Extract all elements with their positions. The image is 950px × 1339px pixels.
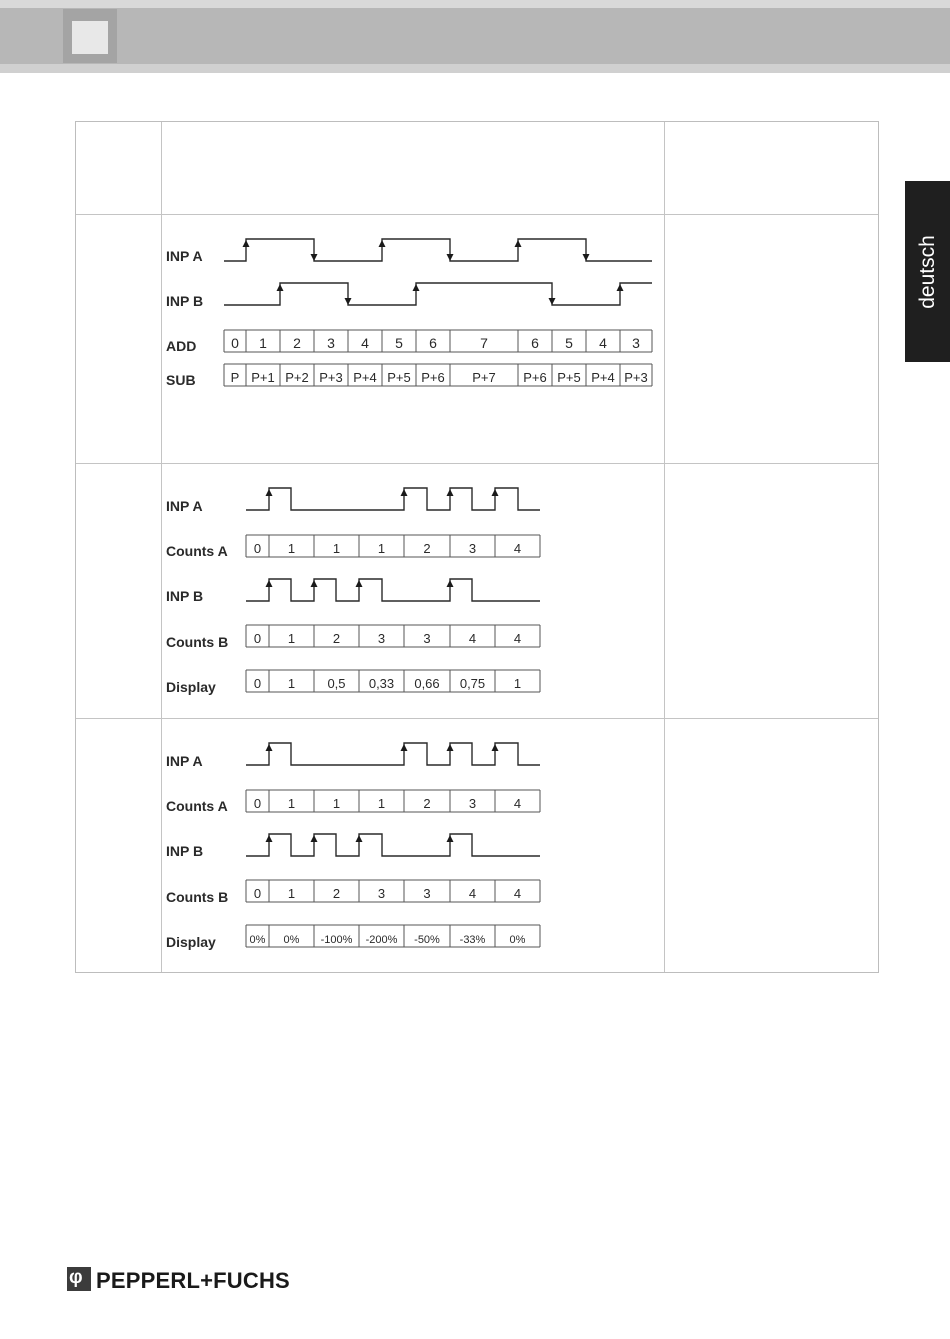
inp-b-rising-arrow (447, 580, 454, 587)
counts-b-bar-cell: 3 (377, 886, 386, 901)
brand-logo (67, 1265, 307, 1297)
inp-b-falling-arrow (549, 298, 556, 305)
inp-b-rising-arrow (311, 835, 318, 842)
label-add: ADD (166, 338, 197, 354)
table-divider-row1 (76, 214, 878, 215)
inp-b-rising-arrow (311, 580, 318, 587)
add-value-bar-cell: 5 (395, 335, 403, 351)
brand-name: PEPPERL+FUCHS (96, 1268, 290, 1293)
add-value-bar-cell: 3 (327, 335, 335, 351)
display-bar-cell: -200% (365, 934, 398, 946)
counts-a-bar-cell: 4 (513, 541, 522, 556)
inp-b-rising-arrow (266, 835, 273, 842)
display-bar-cell: -100% (320, 934, 353, 946)
counts-a-bar-cell: 3 (468, 796, 477, 811)
header-bar (0, 0, 950, 73)
inp-b-rising-arrow (356, 835, 363, 842)
sub-value-bar-cell: P+6 (523, 370, 547, 385)
inp-b-rising-arrow (277, 284, 284, 291)
label-inp-b: INP B (166, 293, 204, 309)
inp-b-rising-arrow (266, 580, 273, 587)
inp-a-rising-arrow (492, 744, 499, 751)
header-top-strip (0, 0, 950, 8)
add-value-bar-cell: 4 (361, 335, 369, 351)
brand-mark-icon (67, 1267, 91, 1291)
display-bar-cell: 0% (509, 934, 526, 946)
counts-b-bar-cell: 2 (332, 631, 341, 646)
table-divider-col2 (664, 122, 665, 972)
label-inp-a: INP A (166, 498, 203, 514)
inp-a-rising-arrow (447, 489, 454, 496)
counts-b-bar-cell: 3 (423, 886, 431, 901)
counts-a-bar-cell: 0 (253, 541, 262, 556)
sub-value-bar-cell: P+2 (285, 370, 309, 385)
table-divider-row2 (76, 463, 878, 464)
add-value-bar-cell: 2 (293, 335, 301, 351)
label-display: Display (166, 934, 216, 950)
add-value-bar-cell: 3 (632, 335, 640, 351)
counts-b-bar-cell: 1 (287, 631, 296, 646)
inp-b-rising-arrow (356, 580, 363, 587)
counts-b-bar-cell: 4 (468, 631, 477, 646)
add-value-bar-cell: 0 (231, 335, 239, 351)
inp-a-rising-arrow (379, 240, 386, 247)
add-value-bar-cell: 7 (480, 335, 488, 351)
counts-a-bar-cell: 1 (287, 541, 296, 556)
add-sub-timing-svg (160, 230, 660, 400)
inp-b-falling-arrow (345, 298, 352, 305)
counts-b-bar-cell: 1 (287, 886, 296, 901)
counts-a-bar-cell: 3 (468, 541, 477, 556)
inp-b-waveform (224, 283, 652, 305)
inp-a-rising-arrow (266, 744, 273, 751)
inp-a-waveform (224, 239, 652, 261)
display-bar-cell: 0,33 (368, 676, 395, 691)
inp-a-rising-arrow (515, 240, 522, 247)
counts-b-bar-cell: 0 (253, 886, 262, 901)
counts-a-bar-cell: 4 (513, 796, 522, 811)
label-inp-a: INP A (166, 753, 203, 769)
ratio-timing-svg (160, 480, 550, 700)
inp-b-waveform (246, 834, 540, 856)
display-bar-cell: 1 (513, 676, 522, 691)
counts-b-bar-cell: 2 (332, 886, 341, 901)
inp-a-rising-arrow (447, 744, 454, 751)
sub-value-bar-cell: P (230, 370, 240, 385)
add-value-bar-cell: 4 (599, 335, 607, 351)
percent-diagram (160, 735, 550, 955)
label-counts-a: Counts A (166, 798, 228, 814)
display-bar-cell: 0,5 (327, 676, 346, 691)
inp-b-rising-arrow (447, 835, 454, 842)
sub-value-bar-cell: P+5 (557, 370, 581, 385)
inp-a-rising-arrow (243, 240, 250, 247)
sub-value-bar-cell: P+5 (387, 370, 411, 385)
add-value-bar-cell: 6 (429, 335, 437, 351)
inp-a-rising-arrow (401, 489, 408, 496)
sub-value-bar-cell: P+7 (472, 370, 496, 385)
sub-value-bar-cell: P+6 (421, 370, 445, 385)
inp-b-rising-arrow (413, 284, 420, 291)
inp-b-waveform (246, 579, 540, 601)
counts-b-bar-cell: 0 (253, 631, 262, 646)
label-inp-a: INP A (166, 248, 203, 264)
display-bar-cell: 0 (253, 676, 262, 691)
inp-a-rising-arrow (492, 489, 499, 496)
counts-a-bar-cell: 2 (423, 541, 431, 556)
add-value-bar-cell: 5 (565, 335, 573, 351)
counts-a-bar-cell: 0 (253, 796, 262, 811)
display-bar-cell: -33% (459, 934, 486, 946)
label-counts-a: Counts A (166, 543, 228, 559)
sub-value-bar-cell: P+3 (624, 370, 648, 385)
display-bar-cell: 0,66 (414, 676, 440, 691)
label-sub: SUB (166, 372, 196, 388)
ratio-diagram (160, 480, 550, 700)
language-tab-label: deutsch (915, 234, 939, 309)
label-inp-b: INP B (166, 843, 204, 859)
counts-a-bar-cell: 1 (377, 541, 386, 556)
inp-a-rising-arrow (266, 489, 273, 496)
counts-b-bar-cell: 3 (423, 631, 431, 646)
add-value-bar-cell: 6 (531, 335, 539, 351)
counts-b-bar-cell: 3 (377, 631, 386, 646)
sub-value-bar-cell: P+4 (591, 370, 615, 385)
inp-a-falling-arrow (311, 254, 318, 261)
language-tab[interactable] (905, 181, 950, 362)
counts-a-bar-cell: 1 (332, 541, 341, 556)
brand-mark-glyph: φ (69, 1267, 83, 1288)
label-inp-b: INP B (166, 588, 204, 604)
header-square-inner (72, 21, 108, 54)
label-counts-b: Counts B (166, 889, 229, 905)
counts-b-bar-cell: 4 (513, 631, 522, 646)
sub-value-bar-cell: P+4 (353, 370, 377, 385)
inp-a-rising-arrow (401, 744, 408, 751)
sub-value-bar-cell: P+1 (251, 370, 275, 385)
sub-value-bar-cell: P+3 (319, 370, 343, 385)
display-bar-cell: 0,75 (459, 676, 486, 691)
counts-a-bar-cell: 1 (332, 796, 341, 811)
display-bar-cell: 1 (287, 676, 296, 691)
display-bar-cell: 0% (283, 934, 300, 946)
inp-a-falling-arrow (447, 254, 454, 261)
counts-b-bar-cell: 4 (468, 886, 477, 901)
add-sub-diagram (160, 230, 660, 400)
inp-a-falling-arrow (583, 254, 590, 261)
label-display: Display (166, 679, 216, 695)
counts-a-bar-cell: 2 (423, 796, 431, 811)
inp-b-rising-arrow (617, 284, 624, 291)
header-square (63, 9, 117, 63)
label-counts-b: Counts B (166, 634, 229, 650)
display-bar-cell: -50% (414, 934, 440, 946)
header-bottom-strip (0, 64, 950, 73)
counts-a-bar-cell: 1 (287, 796, 296, 811)
table-divider-row3 (76, 718, 878, 719)
counts-a-bar-cell: 1 (377, 796, 386, 811)
percent-timing-svg (160, 735, 550, 955)
display-bar-cell: 0% (249, 934, 266, 946)
add-value-bar-cell: 1 (259, 335, 267, 351)
counts-b-bar-cell: 4 (513, 886, 522, 901)
